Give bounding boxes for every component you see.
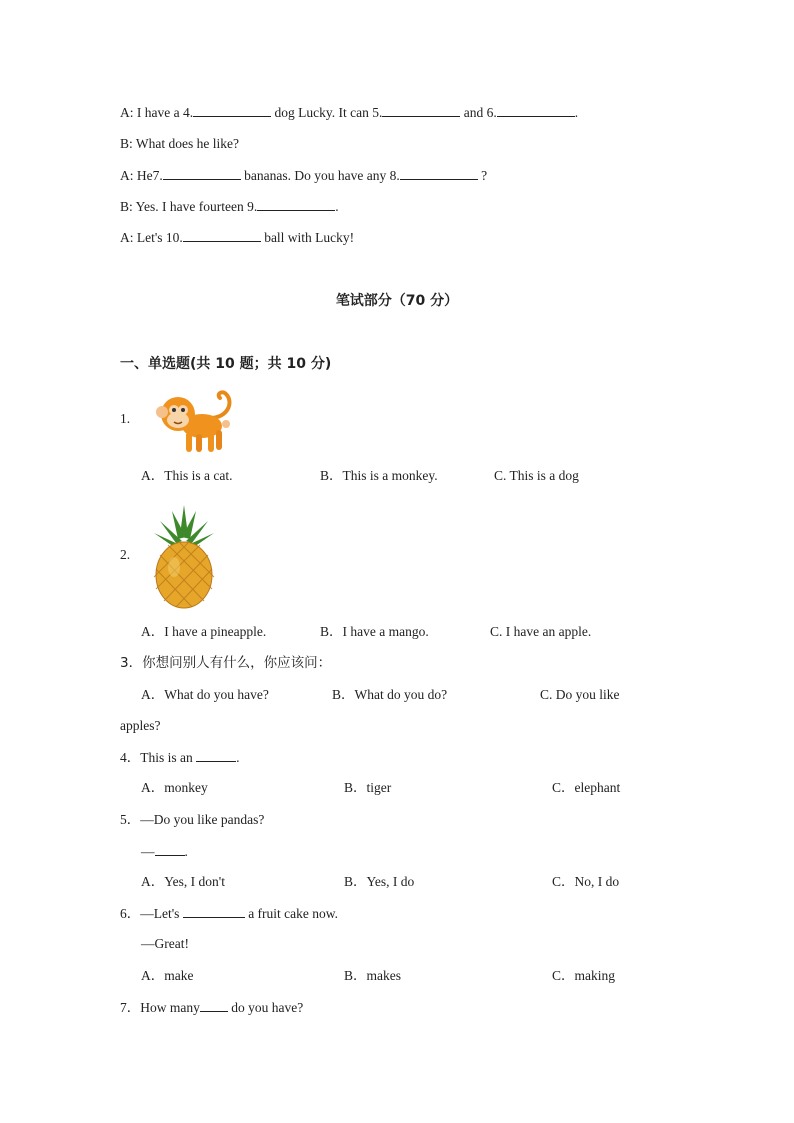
q1-number: 1. bbox=[120, 411, 131, 426]
q1-option-c[interactable]: C. This is a dog bbox=[494, 468, 579, 483]
dialogue-text: ? bbox=[477, 168, 488, 183]
dialogue-text: bananas. Do you have any 8. bbox=[240, 168, 400, 183]
q4-stem-text: 4．This is an bbox=[120, 750, 193, 765]
q6-option-c[interactable]: C．making bbox=[552, 968, 615, 983]
blank-7[interactable] bbox=[163, 166, 241, 180]
blank-10[interactable] bbox=[183, 228, 261, 242]
q2-number: 2. bbox=[120, 547, 131, 562]
q3-option-c[interactable]: C. Do you like bbox=[540, 687, 620, 702]
dialogue-text: . bbox=[574, 105, 579, 120]
q5-option-b[interactable]: B．Yes, I do bbox=[344, 874, 415, 889]
blank-5[interactable] bbox=[382, 103, 460, 117]
q6-stem-text: 6．—Let's bbox=[120, 906, 180, 921]
dialogue-line-4 bbox=[120, 197, 339, 216]
q5-option-a[interactable]: A．Yes, I don't bbox=[141, 874, 225, 889]
dialogue-line-3 bbox=[120, 166, 487, 185]
q7-blank[interactable] bbox=[200, 998, 228, 1012]
dialogue-text: B: Yes. I have fourteen 9. bbox=[120, 199, 258, 214]
q4-stem bbox=[120, 748, 240, 767]
single-choice-title: 一、单选题(共 10 题；共 10 分) bbox=[120, 356, 332, 372]
q4-blank[interactable] bbox=[196, 748, 236, 762]
q3-stem: 3．你想问别人有什么，你应该问： bbox=[120, 655, 332, 671]
q6-option-b[interactable]: B．makes bbox=[344, 968, 401, 983]
q5-period: . bbox=[184, 844, 188, 859]
monkey-icon bbox=[150, 388, 240, 456]
q1-option-a[interactable]: A．This is a cat. bbox=[141, 468, 233, 483]
q6-blank[interactable] bbox=[183, 904, 245, 918]
q5-answer-line bbox=[141, 842, 188, 861]
q3-option-c-continued: apples? bbox=[120, 718, 161, 733]
blank-6[interactable] bbox=[497, 103, 575, 117]
q7-stem-text: 7．How many bbox=[120, 1000, 200, 1015]
dialogue-text: dog Lucky. It can 5. bbox=[271, 105, 383, 120]
q2-option-b[interactable]: B．I have a mango. bbox=[320, 624, 429, 639]
q6-stem-text: a fruit cake now. bbox=[244, 906, 339, 921]
q5-blank[interactable] bbox=[155, 842, 185, 856]
dialogue-text: A: Let's 10. bbox=[120, 230, 183, 245]
dialogue-text: . bbox=[335, 199, 339, 214]
q4-stem-text: . bbox=[236, 750, 240, 765]
dialogue-line-2: B: What does he like? bbox=[120, 136, 239, 151]
pineapple-icon bbox=[152, 505, 216, 609]
q5-option-c[interactable]: C．No, I do bbox=[552, 874, 620, 889]
q4-option-c[interactable]: C．elephant bbox=[552, 780, 621, 795]
q4-option-a[interactable]: A．monkey bbox=[141, 780, 208, 795]
q4-option-b[interactable]: B．tiger bbox=[344, 780, 392, 795]
q2-option-c[interactable]: C. I have an apple. bbox=[490, 624, 592, 639]
q3-option-b[interactable]: B．What do you do? bbox=[332, 687, 448, 702]
dialogue-text: and 6. bbox=[460, 105, 497, 120]
dialogue-text: ball with Lucky! bbox=[260, 230, 355, 245]
dialogue-line-5 bbox=[120, 228, 354, 247]
q1-option-b[interactable]: B．This is a monkey. bbox=[320, 468, 438, 483]
q7-stem-text: do you have? bbox=[227, 1000, 304, 1015]
blank-8[interactable] bbox=[400, 166, 478, 180]
q6-reply: —Great! bbox=[141, 936, 189, 951]
dialogue-line-1 bbox=[120, 103, 578, 122]
q5-stem: 5．—Do you like pandas? bbox=[120, 812, 265, 827]
q2-option-a[interactable]: A．I have a pineapple. bbox=[141, 624, 267, 639]
q3-option-a[interactable]: A．What do you have? bbox=[141, 687, 269, 702]
dialogue-text: A: I have a 4. bbox=[120, 105, 194, 120]
blank-4[interactable] bbox=[193, 103, 271, 117]
q7-stem bbox=[120, 998, 303, 1017]
dialogue-text: A: He7. bbox=[120, 168, 163, 183]
written-section-title: 笔试部分（70 分） bbox=[335, 293, 459, 309]
blank-9[interactable] bbox=[257, 197, 335, 211]
q6-option-a[interactable]: A．make bbox=[141, 968, 194, 983]
q5-dash: — bbox=[141, 844, 155, 859]
q6-stem bbox=[120, 904, 338, 923]
